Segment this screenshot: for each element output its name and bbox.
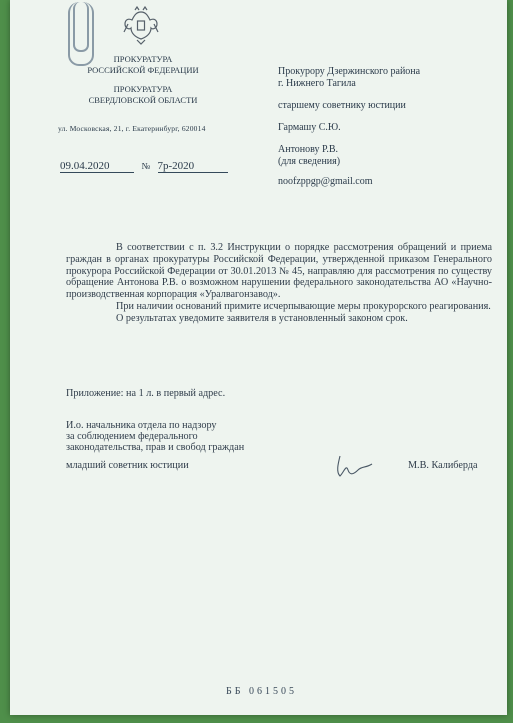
signature-line-1: И.о. начальника отдела по надзору	[66, 420, 217, 431]
org-line-4: СВЕРДЛОВСКОЙ ОБЛАСТИ	[88, 95, 198, 105]
recipient-line-3: старшему советнику юстиции	[278, 100, 406, 111]
recipient-cc-name: Антонову Р.В.	[278, 144, 339, 155]
handwritten-signature	[332, 450, 380, 482]
doc-number: 7р-2020	[158, 160, 228, 173]
recipient-line-1: Прокурору Дзержинского района	[278, 66, 421, 77]
org-line-3: ПРОКУРАТУРА	[113, 84, 173, 94]
attachment-line: Приложение: на 1 л. в первый адрес.	[66, 388, 226, 399]
org-address: ул. Московская, 21, г. Екатеринбург, 620014	[58, 124, 206, 133]
recipient-email: noofzppgp@gmail.com	[278, 176, 373, 187]
body-paragraph-2: При наличии оснований примите исчерпывающие меры прокурорского реагирования.	[116, 300, 491, 312]
recipient-line-2: г. Нижнего Тагила	[278, 78, 356, 89]
signature-line-2: за соблюдением федерального	[66, 431, 198, 442]
signature-line-3: законодательства, прав и свобод граждан	[66, 442, 245, 453]
org-line-1: ПРОКУРАТУРА	[113, 54, 173, 64]
body-paragraph-1: В соответствии с п. 3.2 Инструкции о порядке рассмотрения обращений и приема граждан в органах прокуратуры Российской Федерации, утвержденной приказом Генерального прокурора Российской Федерации от 30.01.2013 № 45, направляю для рассмотрения по существу обращение Антонова Р.В. о возможном нарушении федерального законодательства АО «Научно-производственная корпорация «Уралвагонзавод».	[66, 242, 492, 301]
recipient-line-4: Гармашу С.Ю.	[278, 122, 341, 133]
signer-name: М.В. Калиберда	[408, 460, 478, 471]
coat-of-arms-icon	[122, 6, 160, 46]
signature-rank: младший советник юстиции	[66, 460, 189, 471]
body-paragraph-3: О результатах уведомите заявителя в установленный законом срок.	[116, 312, 408, 324]
org-line-2: РОССИЙСКОЙ ФЕДЕРАЦИИ	[87, 65, 199, 75]
serial-number: ББ 061505	[226, 686, 297, 697]
document-page	[10, 0, 507, 715]
paper-clip-inner-icon	[73, 2, 89, 52]
recipient-cc-note: (для сведения)	[278, 156, 341, 167]
doc-date: 09.04.2020	[60, 160, 134, 173]
doc-number-sign: №	[141, 161, 151, 171]
